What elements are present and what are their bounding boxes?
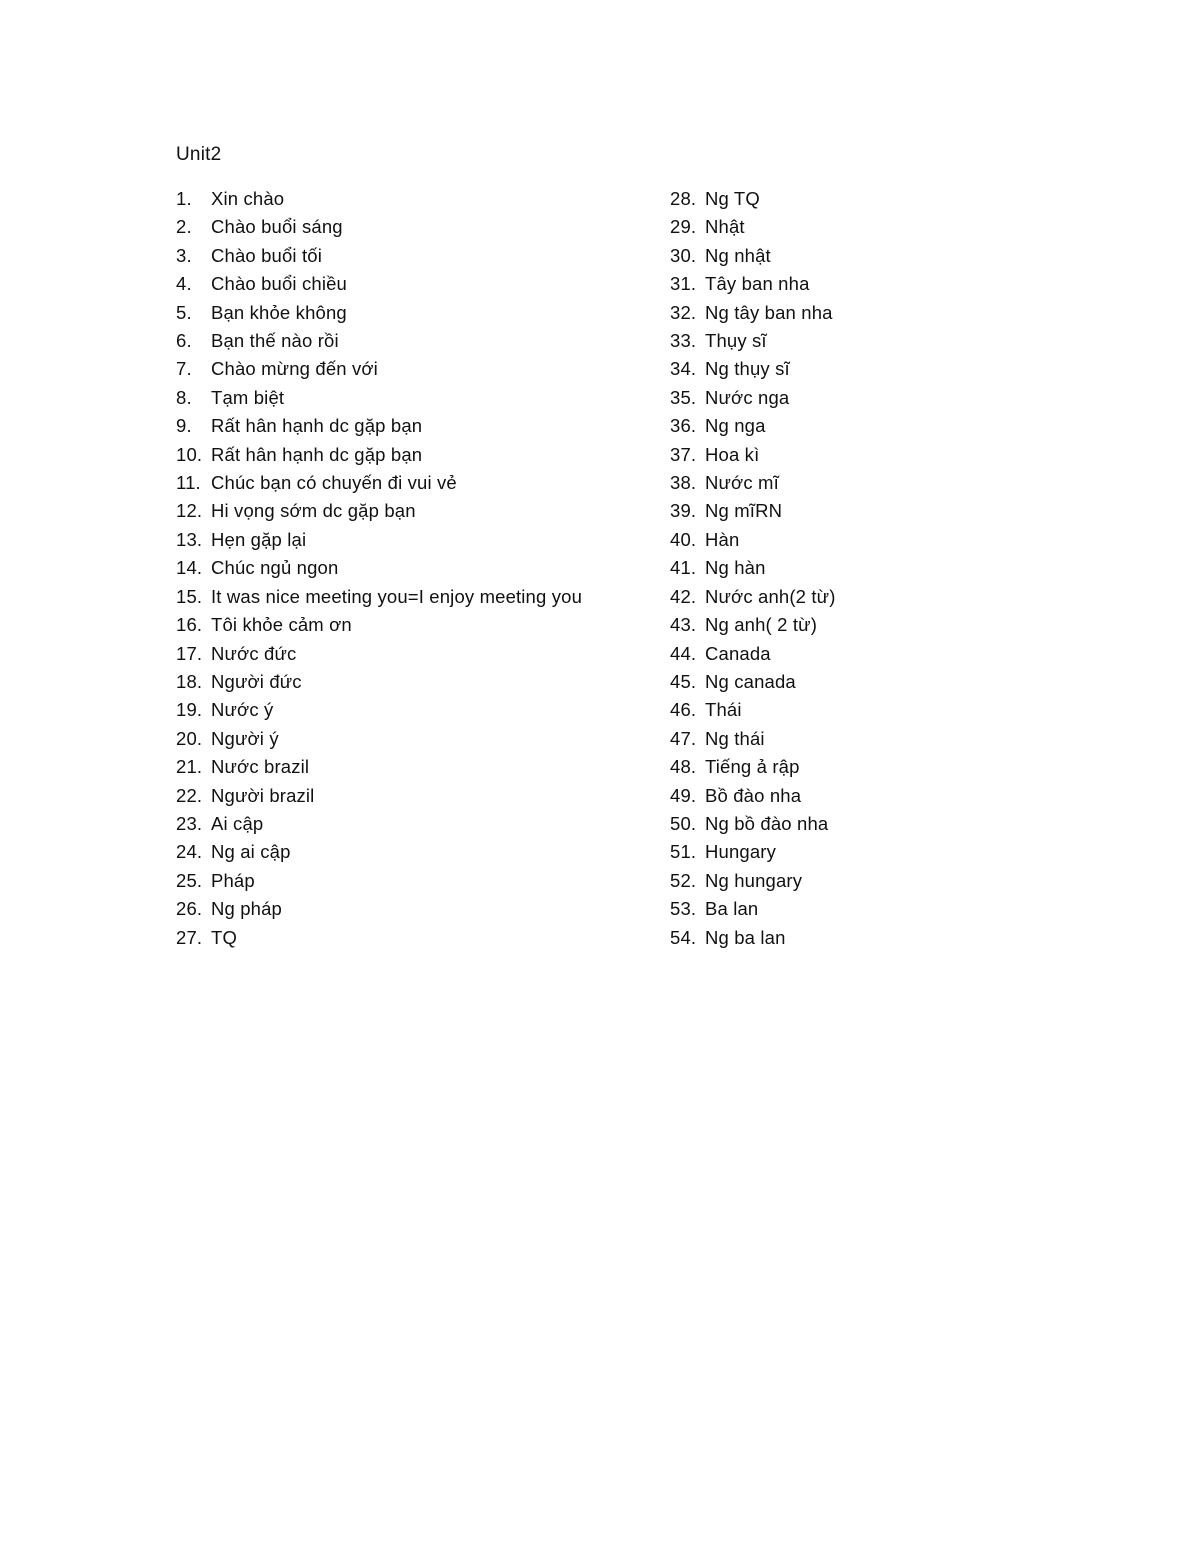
item-number: 20. — [176, 727, 203, 749]
item-text: Bồ đào nha — [705, 784, 802, 806]
list-item — [176, 327, 596, 355]
list-item — [670, 554, 970, 582]
item-number: 38. — [670, 472, 697, 494]
list-item — [670, 867, 970, 895]
vocabulary-list-right — [670, 185, 970, 952]
item-number: 9. — [176, 415, 192, 437]
list-item — [176, 838, 596, 866]
item-number: 28. — [670, 188, 697, 209]
item-number: 51. — [670, 841, 697, 863]
item-number: 26. — [176, 898, 203, 920]
item-number: 47. — [670, 727, 697, 749]
item-number: 3. — [176, 244, 192, 266]
item-number: 44. — [670, 642, 697, 664]
item-text: Xin chào — [211, 188, 285, 209]
item-number: 54. — [670, 926, 697, 948]
item-text: Ng nhật — [705, 244, 771, 266]
list-item — [176, 640, 596, 668]
item-text: Ai cập — [211, 812, 264, 834]
item-number: 22. — [176, 784, 203, 806]
item-number: 8. — [176, 386, 192, 408]
item-text: Hungary — [705, 841, 776, 863]
item-number: 37. — [670, 443, 697, 465]
list-item — [176, 554, 596, 582]
item-text: Ng thái — [705, 727, 765, 749]
list-item — [670, 213, 970, 241]
item-text: Người đức — [211, 670, 302, 692]
list-item — [670, 753, 970, 781]
item-text: Ng tây ban nha — [705, 301, 833, 323]
item-number: 46. — [670, 699, 697, 721]
item-text: Nước anh(2 từ) — [705, 585, 836, 607]
item-text: Ng thụy sĩ — [705, 358, 790, 380]
list-item — [176, 355, 596, 383]
item-number: 36. — [670, 415, 697, 437]
item-text: Người brazil — [211, 784, 315, 806]
item-text: Nước brazil — [211, 756, 310, 778]
list-item — [176, 782, 596, 810]
list-item — [176, 895, 596, 923]
item-text: Canada — [705, 642, 771, 664]
item-number: 45. — [670, 670, 697, 692]
list-item — [176, 753, 596, 781]
list-item — [670, 412, 970, 440]
item-number: 5. — [176, 301, 192, 323]
item-text: Ng hàn — [705, 557, 766, 579]
list-item — [670, 725, 970, 753]
item-number: 33. — [670, 330, 697, 352]
list-item — [670, 611, 970, 639]
item-number: 29. — [670, 216, 697, 238]
item-number: 52. — [670, 869, 697, 891]
item-number: 12. — [176, 500, 203, 522]
list-item — [176, 384, 596, 412]
item-text: It was nice meeting you=I enjoy meeting you — [211, 585, 583, 607]
list-item — [176, 725, 596, 753]
list-item — [670, 327, 970, 355]
item-text: Hàn — [705, 528, 740, 550]
list-item — [176, 497, 596, 525]
item-text: Chào buổi chiều — [211, 273, 347, 295]
item-text: Ng ba lan — [705, 926, 786, 948]
item-number: 19. — [176, 699, 203, 721]
item-text: Ng nga — [705, 415, 766, 437]
item-number: 23. — [176, 812, 203, 834]
list-item — [670, 242, 970, 270]
item-text: Hoa kì — [705, 443, 760, 465]
item-text: Chúc bạn có chuyến đi vui vẻ — [211, 472, 457, 494]
list-item — [176, 583, 596, 611]
item-text: Bạn thế nào rồi — [211, 330, 339, 352]
item-number: 18. — [176, 670, 203, 692]
item-number: 25. — [176, 869, 203, 891]
item-text: Thụy sĩ — [705, 330, 767, 352]
item-number: 13. — [176, 528, 203, 550]
item-number: 6. — [176, 330, 192, 352]
item-text: Nước ý — [211, 699, 274, 721]
item-number: 24. — [176, 841, 203, 863]
item-text: Tây ban nha — [705, 273, 810, 295]
list-item — [670, 497, 970, 525]
item-text: Ng bồ đào nha — [705, 812, 829, 834]
item-text: Nhật — [705, 216, 745, 238]
list-item — [176, 611, 596, 639]
item-text: Tôi khỏe cảm ơn — [211, 614, 352, 636]
item-number: 41. — [670, 557, 697, 579]
item-text: Rất hân hạnh dc gặp bạn — [211, 415, 423, 437]
list-item — [670, 355, 970, 383]
item-number: 15. — [176, 585, 203, 607]
list-item — [176, 185, 596, 213]
list-item — [670, 924, 970, 952]
item-text: Chào buổi tối — [211, 244, 322, 266]
item-text: Tạm biệt — [211, 386, 285, 408]
list-item — [176, 242, 596, 270]
page-title: Unit2 — [176, 144, 222, 165]
item-number: 32. — [670, 301, 697, 323]
item-text: Pháp — [211, 869, 255, 891]
item-text: Ng hungary — [705, 869, 803, 891]
item-number: 48. — [670, 756, 697, 778]
item-number: 17. — [176, 642, 203, 664]
item-text: Chào mừng đến với — [211, 358, 378, 380]
item-number: 40. — [670, 528, 697, 550]
item-text: Nước nga — [705, 386, 790, 408]
item-text: Ng TQ — [705, 188, 760, 209]
item-number: 49. — [670, 784, 697, 806]
item-number: 27. — [176, 926, 203, 948]
item-number: 53. — [670, 898, 697, 920]
item-number: 1. — [176, 188, 192, 209]
list-item — [670, 384, 970, 412]
list-item — [670, 895, 970, 923]
item-number: 21. — [176, 756, 203, 778]
item-text: Ng mĩRN — [705, 500, 783, 522]
list-item — [176, 441, 596, 469]
list-item — [670, 640, 970, 668]
list-item — [176, 810, 596, 838]
item-text: Hẹn gặp lại — [211, 528, 307, 550]
list-item — [670, 810, 970, 838]
item-text: Hi vọng sớm dc gặp bạn — [211, 500, 416, 522]
item-text: Ba lan — [705, 898, 759, 920]
list-item — [176, 526, 596, 554]
list-item — [176, 412, 596, 440]
item-number: 4. — [176, 273, 192, 295]
item-text: Nước mĩ — [705, 472, 779, 494]
list-item — [176, 469, 596, 497]
item-number: 2. — [176, 216, 192, 238]
list-item — [670, 299, 970, 327]
item-text: TQ — [211, 926, 237, 948]
item-text: Ng pháp — [211, 898, 282, 920]
list-item — [670, 583, 970, 611]
list-item — [176, 696, 596, 724]
item-number: 35. — [670, 386, 697, 408]
item-text: Ng ai cập — [211, 841, 291, 863]
list-item — [670, 668, 970, 696]
item-text: Chào buổi sáng — [211, 216, 343, 238]
list-item — [176, 867, 596, 895]
list-item — [176, 924, 596, 952]
item-number: 34. — [670, 358, 697, 380]
list-item — [176, 668, 596, 696]
list-item — [176, 270, 596, 298]
item-number: 31. — [670, 273, 697, 295]
item-number: 10. — [176, 443, 203, 465]
list-item — [176, 299, 596, 327]
list-item — [670, 469, 970, 497]
item-number: 7. — [176, 358, 192, 380]
item-number: 43. — [670, 614, 697, 636]
item-text: Ng anh( 2 từ) — [705, 614, 818, 636]
list-item — [670, 270, 970, 298]
list-item — [670, 696, 970, 724]
item-number: 30. — [670, 244, 697, 266]
item-number: 16. — [176, 614, 203, 636]
item-number: 39. — [670, 500, 697, 522]
list-item — [670, 782, 970, 810]
item-text: Người ý — [211, 727, 279, 749]
item-text: Tiếng ả rập — [705, 756, 800, 778]
list-item — [176, 213, 596, 241]
list-item — [670, 838, 970, 866]
list-item — [670, 185, 970, 213]
item-number: 11. — [176, 472, 201, 494]
item-number: 42. — [670, 585, 697, 607]
item-text: Bạn khỏe không — [211, 301, 347, 323]
item-text: Thái — [705, 699, 742, 721]
item-text: Ng canada — [705, 670, 796, 692]
item-text: Rất hân hạnh dc gặp bạn — [211, 443, 423, 465]
item-text: Nước đức — [211, 642, 297, 664]
item-text: Chúc ngủ ngon — [211, 557, 339, 579]
list-item — [670, 441, 970, 469]
list-item — [670, 526, 970, 554]
item-number: 14. — [176, 557, 203, 579]
vocabulary-list-left — [176, 185, 596, 952]
item-number: 50. — [670, 812, 697, 834]
